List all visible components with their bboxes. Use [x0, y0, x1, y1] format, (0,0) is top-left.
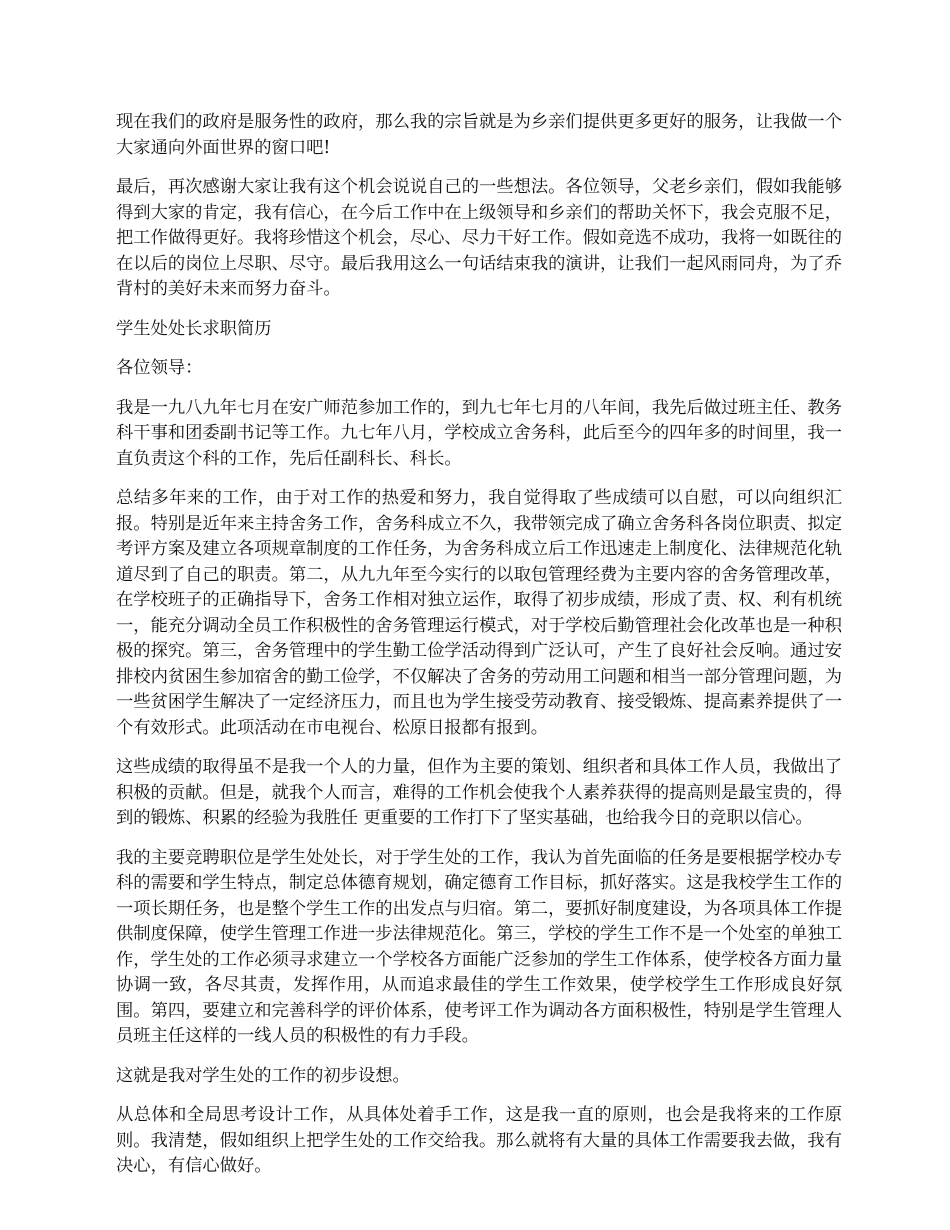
paragraph-contribution: 这些成绩的取得虽不是我一个人的力量，但作为主要的策划、组织者和具体工作人员，我做出了积极的贡献。但是，就我个人而言，难得的工作机会使我个人素养获得的提高则是最宝贵的，得到的锻炼、积累的经验为我胜任 更重要的工作打下了坚实基础，也给我今日的竞职以信心。	[116, 757, 842, 828]
paragraph-plan: 我的主要竞聘职位是学生处处长，对于学生处的工作，我认为首先面临的任务是要根据学校办专科的需要和学生特点，制定总体德育规划，确定德育工作目标，抓好落实。这是我校学生工作的一项长期任务，也是整个学生工作的出发点与归宿。第二，要抓好制度建设，为各项具体工作提供制度保障，使学生管理工作进一步法律规范化。第三，学校的学生工作不是一个处室的单独工作，学生处的工作必须寻求建立一个学校各方面能广泛参加的学生工作体系，使学校各方面力量协调一致，各尽其责，发挥作用，从而追求最佳的学生工作效果，使学校学生工作形成良好氛围。第四，要建立和完善科学的评价体系，使考评工作为调动各方面积极性，特别是学生管理人员班主任这样的一线人员的积极性的有力手段。	[116, 847, 842, 1046]
section-title: 学生处处长求职简历	[116, 318, 272, 339]
paragraph-closing-service: 现在我们的政府是服务性的政府，那么我的宗旨就是为乡亲们提供更多更好的服务，让我做一个大家通向外面世界的窗口吧!	[116, 112, 842, 158]
paragraph-background: 我是一九八九年七月在安广师范参加工作的，到九七年七月的八年间，我先后做过班主任、教务科干事和团委副书记等工作。九七年八月，学校成立舍务科，此后至今的四年多的时间里，我一直负责这个科的工作，先后任副科长、科长。	[116, 397, 842, 469]
paragraph-closing-thanks: 最后，再次感谢大家让我有这个机会说说自己的一些想法。各位领导，父老乡亲们，假如我能够得到大家的肯定，我有信心，在今后工作中在上级领导和乡亲们的帮助关怀下，我会克服不足，把工作做得更好。我将珍惜这个机会，尽心、尽力干好工作。假如竞选不成功，我将一如既往的在以后的岗位上尽职、尽守。最后我用这么一句话结束我的演讲，让我们一起风雨同舟，为了乔背村的美好未来而努力奋斗。	[116, 177, 842, 299]
paragraph-summary: 这就是我对学生处的工作的初步设想。	[116, 1065, 410, 1086]
paragraph-achievements: 总结多年来的工作，由于对工作的热爱和努力，我自觉得取了些成绩可以自慰，可以向组织汇报。特别是近年来主持舍务工作，舍务科成立不久，我带领完成了确立舍务科各岗位职责、拟定考评方案及建立各项规章制度的工作任务，为舍务科成立后工作迅速走上制度化、法律规范化轨道尽到了自己的职责。第二，从九九年至今实行的以取包管理经费为主要内容的舍务管理改革，在学校班子的正确指导下，舍务工作相对独立运作，取得了初步成绩，形成了责、权、利有机统一，能充分调动全员工作积极性的舍务管理运行模式，对于学校后勤管理社会化改革也是一种积极的探究。第三，舍务管理中的学生勤工俭学活动得到广泛认可，产生了良好社会反响。通过安排校内贫困生参加宿舍的勤工俭学，不仅解决了舍务的劳动用工问题和相当一部分管理问题，为一些贫困学生解决了一定经济压力，而且也为学生接受劳动教育、接受锻炼、提高素养提供了一个有效形式。此项活动在市电视台、松原日报都有报到。	[116, 488, 842, 738]
paragraph-principle: 从总体和全局思考设计工作，从具体处着手工作，这是我一直的原则，也会是我将来的工作原则。我清楚，假如组织上把学生处的工作交给我。那么就将有大量的具体工作需要我去做，我有决心，有信心做好。	[116, 1105, 842, 1176]
salutation: 各位领导：	[116, 358, 203, 378]
document-page	[116, 110, 842, 1194]
